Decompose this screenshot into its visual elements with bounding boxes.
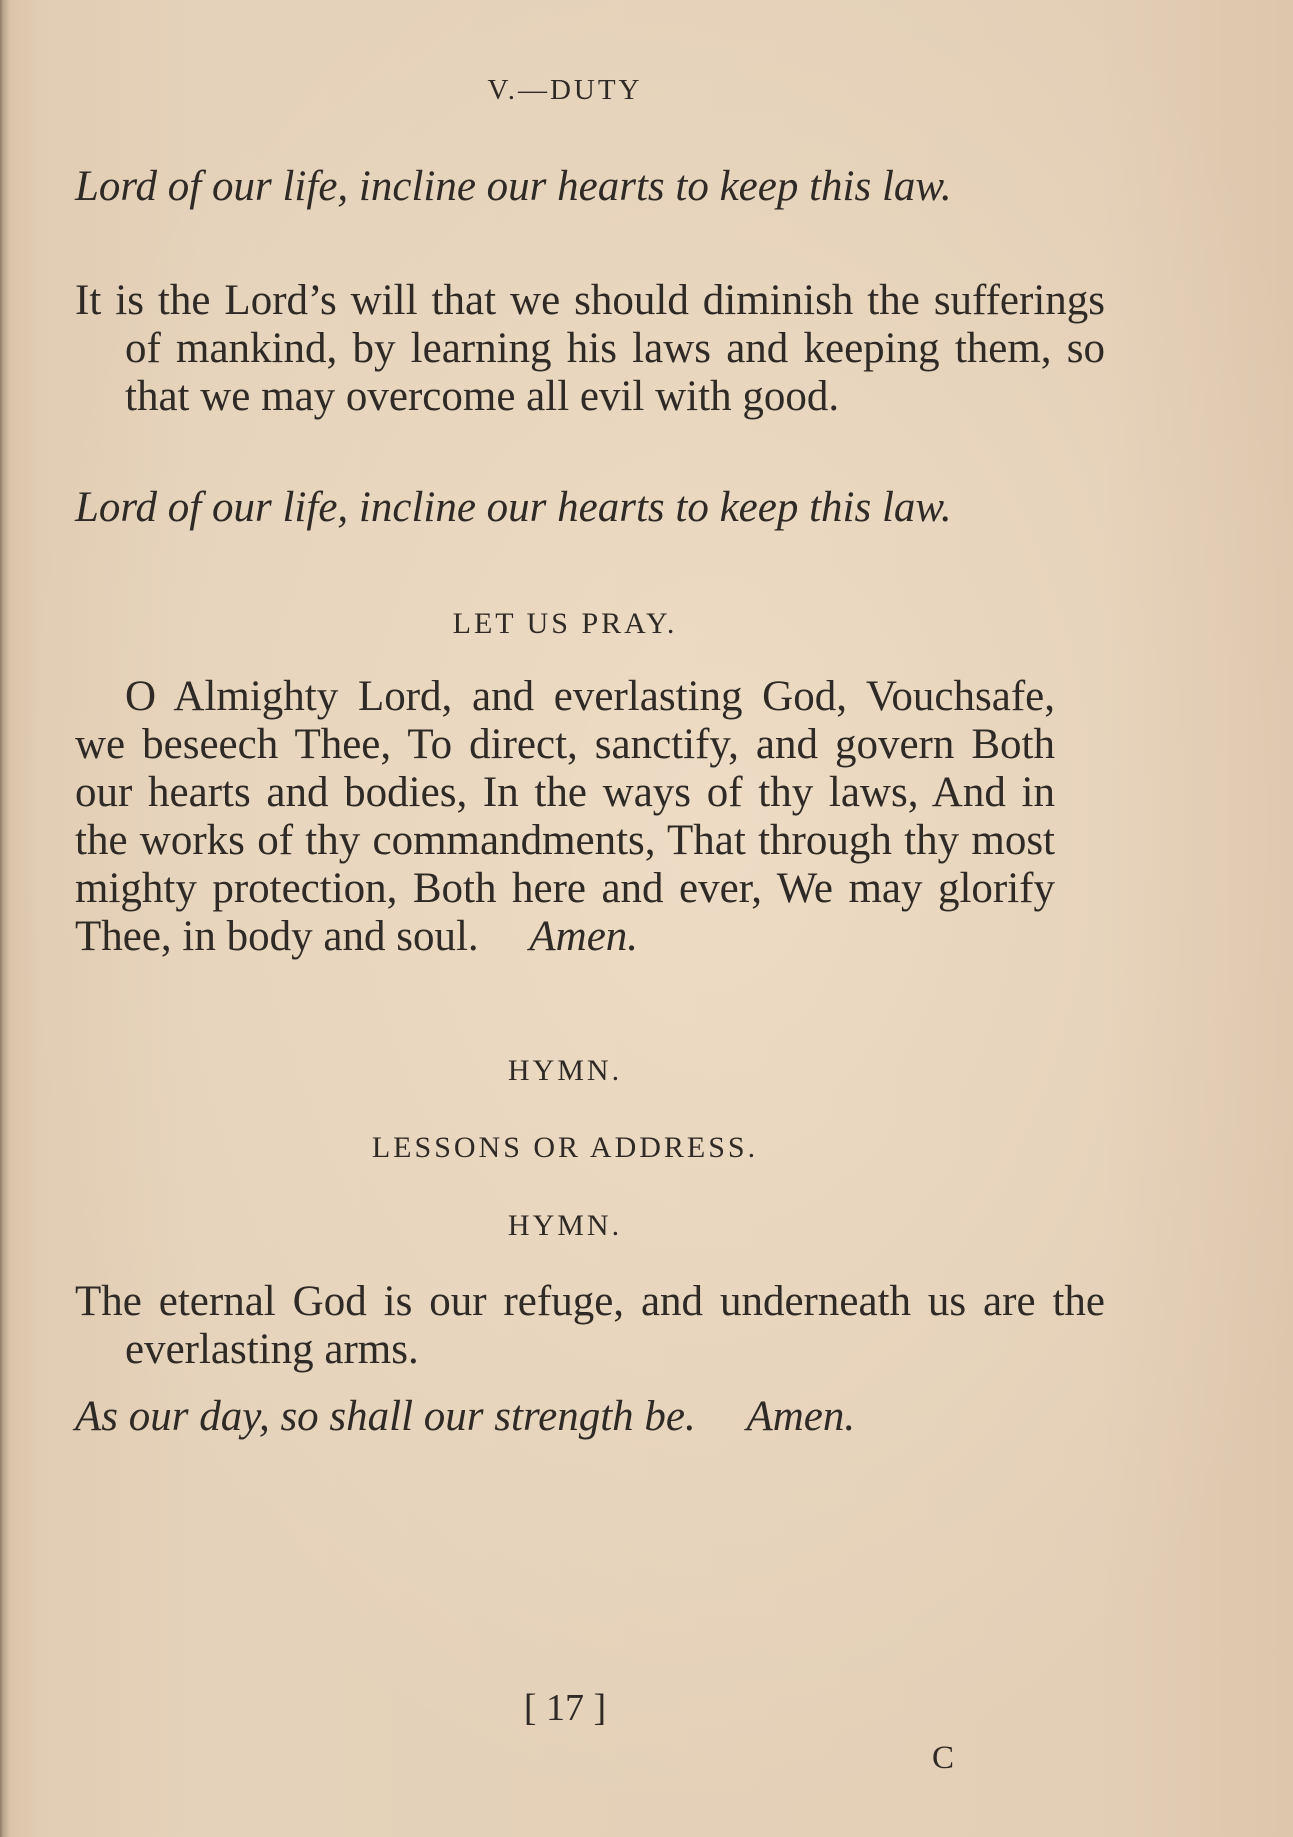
heading-hymn-1: HYMN. bbox=[507, 1054, 623, 1087]
prayer-paragraph bbox=[75, 673, 1055, 961]
response-line-1: Lord of our life, incline our hearts to keep this law. bbox=[75, 163, 952, 210]
running-head: V.—DUTY bbox=[487, 74, 643, 106]
heading-lessons-or-address: LESSONS OR ADDRESS. bbox=[371, 1131, 759, 1164]
prayer-amen: Amen. bbox=[529, 913, 639, 960]
signature-mark: C bbox=[932, 1740, 955, 1776]
binding-edge bbox=[0, 0, 10, 1837]
prayer-text: O Almighty Lord, and everlasting God, Vouchsafe, we beseech Thee, To direct, sanctify, and govern Both our hearts and bodies, In the ways of thy laws, And in the works of thy commandments, That through thy most mighty protection, Both here and ever, We may glorify Thee, in body and soul. bbox=[75, 673, 1055, 960]
paragraph-lords-will: It is the Lord’s will that we should diminish the sufferings of mankind, by learning his laws and keeping them, so that we may overcome all evil with good. bbox=[75, 277, 1105, 420]
paragraph-eternal-god: The eternal God is our refuge, and underneath us are the everlasting arms. bbox=[75, 1278, 1105, 1373]
closing-response bbox=[75, 1393, 1055, 1441]
heading-hymn-2: HYMN. bbox=[507, 1209, 623, 1242]
closing-amen: Amen. bbox=[746, 1393, 856, 1440]
page-number: [ 17 ] bbox=[523, 1687, 607, 1729]
response-line-2: Lord of our life, incline our hearts to keep this law. bbox=[75, 484, 952, 531]
heading-let-us-pray: LET US PRAY. bbox=[452, 607, 678, 640]
closing-response-text: As our day, so shall our strength be. bbox=[75, 1393, 696, 1440]
